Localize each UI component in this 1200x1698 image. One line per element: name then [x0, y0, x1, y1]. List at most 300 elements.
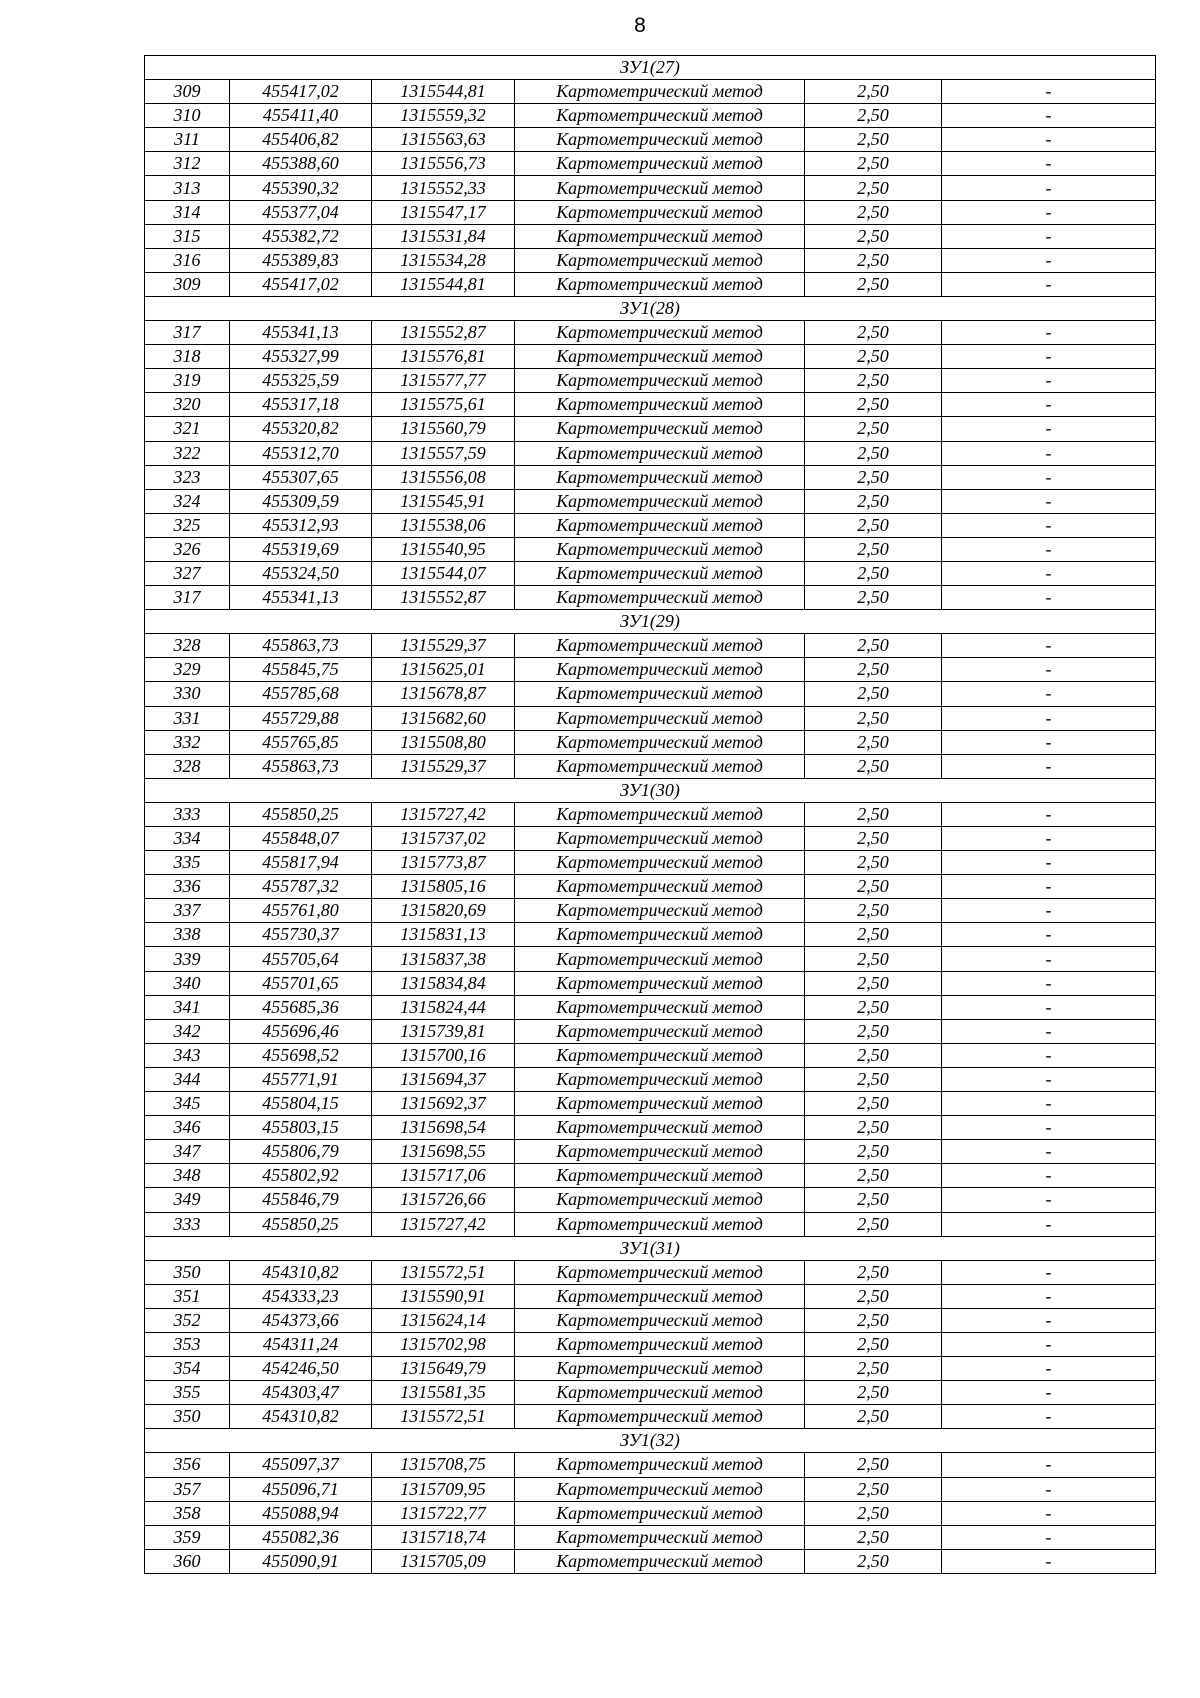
method-cell: Картометрический метод [515, 248, 805, 272]
method-cell: Картометрический метод [515, 345, 805, 369]
method-cell: Картометрический метод [515, 272, 805, 296]
table-row [145, 995, 1156, 1019]
table-row [145, 465, 1156, 489]
description-cell: - [942, 1308, 1156, 1332]
x-coordinate-cell: 455761,80 [230, 899, 372, 923]
description-cell: - [942, 802, 1156, 826]
table-row [145, 1477, 1156, 1501]
y-coordinate-cell: 1315709,95 [372, 1477, 515, 1501]
table-row [145, 224, 1156, 248]
point-number-cell: 346 [145, 1116, 230, 1140]
description-cell: - [942, 200, 1156, 224]
description-cell: - [942, 176, 1156, 200]
table-row [145, 489, 1156, 513]
description-cell: - [942, 586, 1156, 610]
table-row [145, 152, 1156, 176]
point-number-cell: 350 [145, 1260, 230, 1284]
accuracy-cell: 2,50 [805, 224, 942, 248]
point-number-cell: 327 [145, 561, 230, 585]
table-row [145, 1067, 1156, 1091]
x-coordinate-cell: 455765,85 [230, 730, 372, 754]
y-coordinate-cell: 1315820,69 [372, 899, 515, 923]
group-title: ЗУ1(30) [145, 778, 1156, 802]
point-number-cell: 328 [145, 754, 230, 778]
table-row [145, 1260, 1156, 1284]
group-header-row [145, 1236, 1156, 1260]
method-cell: Картометрический метод [515, 706, 805, 730]
y-coordinate-cell: 1315702,98 [372, 1332, 515, 1356]
description-cell: - [942, 321, 1156, 345]
accuracy-cell: 2,50 [805, 393, 942, 417]
point-number-cell: 331 [145, 706, 230, 730]
y-coordinate-cell: 1315834,84 [372, 971, 515, 995]
accuracy-cell: 2,50 [805, 851, 942, 875]
table-row [145, 393, 1156, 417]
y-coordinate-cell: 1315692,37 [372, 1092, 515, 1116]
table-row [145, 634, 1156, 658]
accuracy-cell: 2,50 [805, 1525, 942, 1549]
x-coordinate-cell: 455307,65 [230, 465, 372, 489]
y-coordinate-cell: 1315624,14 [372, 1308, 515, 1332]
y-coordinate-cell: 1315560,79 [372, 417, 515, 441]
accuracy-cell: 2,50 [805, 1405, 942, 1429]
y-coordinate-cell: 1315559,32 [372, 104, 515, 128]
y-coordinate-cell: 1315708,75 [372, 1453, 515, 1477]
y-coordinate-cell: 1315694,37 [372, 1067, 515, 1091]
accuracy-cell: 2,50 [805, 586, 942, 610]
table-row [145, 802, 1156, 826]
description-cell: - [942, 393, 1156, 417]
coordinates-table-body [145, 56, 1156, 1574]
point-number-cell: 342 [145, 1019, 230, 1043]
description-cell: - [942, 923, 1156, 947]
accuracy-cell: 2,50 [805, 489, 942, 513]
x-coordinate-cell: 455320,82 [230, 417, 372, 441]
accuracy-cell: 2,50 [805, 658, 942, 682]
description-cell: - [942, 1549, 1156, 1573]
table-row [145, 923, 1156, 947]
y-coordinate-cell: 1315581,35 [372, 1381, 515, 1405]
accuracy-cell: 2,50 [805, 682, 942, 706]
description-cell: - [942, 1043, 1156, 1067]
x-coordinate-cell: 455312,93 [230, 513, 372, 537]
point-number-cell: 341 [145, 995, 230, 1019]
x-coordinate-cell: 455806,79 [230, 1140, 372, 1164]
x-coordinate-cell: 455705,64 [230, 947, 372, 971]
accuracy-cell: 2,50 [805, 1019, 942, 1043]
x-coordinate-cell: 454333,23 [230, 1284, 372, 1308]
description-cell: - [942, 1501, 1156, 1525]
point-number-cell: 321 [145, 417, 230, 441]
x-coordinate-cell: 455088,94 [230, 1501, 372, 1525]
description-cell: - [942, 851, 1156, 875]
y-coordinate-cell: 1315540,95 [372, 537, 515, 561]
description-cell: - [942, 947, 1156, 971]
y-coordinate-cell: 1315552,33 [372, 176, 515, 200]
point-number-cell: 313 [145, 176, 230, 200]
point-number-cell: 360 [145, 1549, 230, 1573]
description-cell: - [942, 1405, 1156, 1429]
table-row [145, 369, 1156, 393]
accuracy-cell: 2,50 [805, 754, 942, 778]
x-coordinate-cell: 455846,79 [230, 1188, 372, 1212]
description-cell: - [942, 682, 1156, 706]
table-row [145, 1381, 1156, 1405]
y-coordinate-cell: 1315737,02 [372, 827, 515, 851]
table-row [145, 1212, 1156, 1236]
table-row [145, 1116, 1156, 1140]
group-header-row [145, 1429, 1156, 1453]
x-coordinate-cell: 455817,94 [230, 851, 372, 875]
table-row [145, 1308, 1156, 1332]
group-header-row [145, 778, 1156, 802]
y-coordinate-cell: 1315508,80 [372, 730, 515, 754]
point-number-cell: 309 [145, 272, 230, 296]
group-title: ЗУ1(32) [145, 1429, 1156, 1453]
table-row [145, 706, 1156, 730]
description-cell: - [942, 465, 1156, 489]
point-number-cell: 310 [145, 104, 230, 128]
method-cell: Картометрический метод [515, 200, 805, 224]
x-coordinate-cell: 455327,99 [230, 345, 372, 369]
table-row [145, 1501, 1156, 1525]
point-number-cell: 312 [145, 152, 230, 176]
method-cell: Картометрический метод [515, 923, 805, 947]
method-cell: Картометрический метод [515, 1260, 805, 1284]
point-number-cell: 317 [145, 321, 230, 345]
method-cell: Картометрический метод [515, 586, 805, 610]
method-cell: Картометрический метод [515, 995, 805, 1019]
y-coordinate-cell: 1315544,07 [372, 561, 515, 585]
x-coordinate-cell: 455730,37 [230, 923, 372, 947]
description-cell: - [942, 1477, 1156, 1501]
x-coordinate-cell: 455341,13 [230, 321, 372, 345]
x-coordinate-cell: 455804,15 [230, 1092, 372, 1116]
point-number-cell: 324 [145, 489, 230, 513]
description-cell: - [942, 152, 1156, 176]
method-cell: Картометрический метод [515, 1332, 805, 1356]
group-header-row [145, 610, 1156, 634]
table-row [145, 1164, 1156, 1188]
point-number-cell: 343 [145, 1043, 230, 1067]
point-number-cell: 328 [145, 634, 230, 658]
y-coordinate-cell: 1315544,81 [372, 80, 515, 104]
method-cell: Картометрический метод [515, 1284, 805, 1308]
x-coordinate-cell: 454303,47 [230, 1381, 372, 1405]
y-coordinate-cell: 1315698,54 [372, 1116, 515, 1140]
accuracy-cell: 2,50 [805, 947, 942, 971]
accuracy-cell: 2,50 [805, 899, 942, 923]
method-cell: Картометрический метод [515, 1381, 805, 1405]
point-number-cell: 323 [145, 465, 230, 489]
description-cell: - [942, 1092, 1156, 1116]
accuracy-cell: 2,50 [805, 80, 942, 104]
description-cell: - [942, 1188, 1156, 1212]
y-coordinate-cell: 1315545,91 [372, 489, 515, 513]
description-cell: - [942, 80, 1156, 104]
x-coordinate-cell: 455341,13 [230, 586, 372, 610]
y-coordinate-cell: 1315722,77 [372, 1501, 515, 1525]
table-row [145, 176, 1156, 200]
method-cell: Картометрический метод [515, 1212, 805, 1236]
accuracy-cell: 2,50 [805, 1212, 942, 1236]
y-coordinate-cell: 1315805,16 [372, 875, 515, 899]
table-row [145, 272, 1156, 296]
y-coordinate-cell: 1315698,55 [372, 1140, 515, 1164]
y-coordinate-cell: 1315717,06 [372, 1164, 515, 1188]
accuracy-cell: 2,50 [805, 1357, 942, 1381]
y-coordinate-cell: 1315682,60 [372, 706, 515, 730]
method-cell: Картометрический метод [515, 128, 805, 152]
group-title: ЗУ1(28) [145, 296, 1156, 320]
description-cell: - [942, 899, 1156, 923]
description-cell: - [942, 1525, 1156, 1549]
description-cell: - [942, 1260, 1156, 1284]
table-row [145, 1332, 1156, 1356]
point-number-cell: 344 [145, 1067, 230, 1091]
description-cell: - [942, 345, 1156, 369]
point-number-cell: 314 [145, 200, 230, 224]
method-cell: Картометрический метод [515, 827, 805, 851]
accuracy-cell: 2,50 [805, 272, 942, 296]
description-cell: - [942, 1164, 1156, 1188]
x-coordinate-cell: 455082,36 [230, 1525, 372, 1549]
table-row [145, 1043, 1156, 1067]
table-row [145, 1019, 1156, 1043]
method-cell: Картометрический метод [515, 754, 805, 778]
y-coordinate-cell: 1315831,13 [372, 923, 515, 947]
y-coordinate-cell: 1315824,44 [372, 995, 515, 1019]
accuracy-cell: 2,50 [805, 441, 942, 465]
accuracy-cell: 2,50 [805, 1477, 942, 1501]
x-coordinate-cell: 455771,91 [230, 1067, 372, 1091]
accuracy-cell: 2,50 [805, 1188, 942, 1212]
point-number-cell: 336 [145, 875, 230, 899]
description-cell: - [942, 513, 1156, 537]
x-coordinate-cell: 455685,36 [230, 995, 372, 1019]
table-row [145, 827, 1156, 851]
table-row [145, 754, 1156, 778]
x-coordinate-cell: 455850,25 [230, 1212, 372, 1236]
description-cell: - [942, 1140, 1156, 1164]
x-coordinate-cell: 455696,46 [230, 1019, 372, 1043]
y-coordinate-cell: 1315576,81 [372, 345, 515, 369]
x-coordinate-cell: 455319,69 [230, 537, 372, 561]
method-cell: Картометрический метод [515, 393, 805, 417]
x-coordinate-cell: 455390,32 [230, 176, 372, 200]
method-cell: Картометрический метод [515, 537, 805, 561]
table-row [145, 1525, 1156, 1549]
description-cell: - [942, 730, 1156, 754]
table-row [145, 104, 1156, 128]
point-number-cell: 316 [145, 248, 230, 272]
accuracy-cell: 2,50 [805, 561, 942, 585]
accuracy-cell: 2,50 [805, 875, 942, 899]
accuracy-cell: 2,50 [805, 417, 942, 441]
table-row [145, 128, 1156, 152]
point-number-cell: 320 [145, 393, 230, 417]
y-coordinate-cell: 1315572,51 [372, 1260, 515, 1284]
table-row [145, 586, 1156, 610]
method-cell: Картометрический метод [515, 1188, 805, 1212]
method-cell: Картометрический метод [515, 1405, 805, 1429]
method-cell: Картометрический метод [515, 634, 805, 658]
method-cell: Картометрический метод [515, 1525, 805, 1549]
x-coordinate-cell: 455406,82 [230, 128, 372, 152]
method-cell: Картометрический метод [515, 441, 805, 465]
x-coordinate-cell: 454246,50 [230, 1357, 372, 1381]
accuracy-cell: 2,50 [805, 1453, 942, 1477]
method-cell: Картометрический метод [515, 899, 805, 923]
description-cell: - [942, 128, 1156, 152]
method-cell: Картометрический метод [515, 1501, 805, 1525]
table-row [145, 658, 1156, 682]
y-coordinate-cell: 1315739,81 [372, 1019, 515, 1043]
group-title: ЗУ1(27) [145, 56, 1156, 80]
point-number-cell: 333 [145, 802, 230, 826]
method-cell: Картометрический метод [515, 224, 805, 248]
description-cell: - [942, 995, 1156, 1019]
x-coordinate-cell: 455785,68 [230, 682, 372, 706]
y-coordinate-cell: 1315572,51 [372, 1405, 515, 1429]
accuracy-cell: 2,50 [805, 248, 942, 272]
point-number-cell: 348 [145, 1164, 230, 1188]
y-coordinate-cell: 1315649,79 [372, 1357, 515, 1381]
x-coordinate-cell: 455389,83 [230, 248, 372, 272]
point-number-cell: 355 [145, 1381, 230, 1405]
table-row [145, 875, 1156, 899]
accuracy-cell: 2,50 [805, 1260, 942, 1284]
x-coordinate-cell: 455377,04 [230, 200, 372, 224]
point-number-cell: 311 [145, 128, 230, 152]
point-number-cell: 335 [145, 851, 230, 875]
x-coordinate-cell: 454310,82 [230, 1405, 372, 1429]
y-coordinate-cell: 1315678,87 [372, 682, 515, 706]
accuracy-cell: 2,50 [805, 1140, 942, 1164]
y-coordinate-cell: 1315544,81 [372, 272, 515, 296]
x-coordinate-cell: 455848,07 [230, 827, 372, 851]
method-cell: Картометрический метод [515, 80, 805, 104]
point-number-cell: 333 [145, 1212, 230, 1236]
point-number-cell: 357 [145, 1477, 230, 1501]
y-coordinate-cell: 1315705,09 [372, 1549, 515, 1573]
description-cell: - [942, 706, 1156, 730]
group-header-row [145, 296, 1156, 320]
table-row [145, 1284, 1156, 1308]
x-coordinate-cell: 454311,24 [230, 1332, 372, 1356]
description-cell: - [942, 754, 1156, 778]
table-row [145, 971, 1156, 995]
x-coordinate-cell: 455803,15 [230, 1116, 372, 1140]
y-coordinate-cell: 1315625,01 [372, 658, 515, 682]
point-number-cell: 325 [145, 513, 230, 537]
method-cell: Картометрический метод [515, 947, 805, 971]
point-number-cell: 354 [145, 1357, 230, 1381]
method-cell: Картометрический метод [515, 104, 805, 128]
point-number-cell: 337 [145, 899, 230, 923]
accuracy-cell: 2,50 [805, 827, 942, 851]
accuracy-cell: 2,50 [805, 104, 942, 128]
y-coordinate-cell: 1315552,87 [372, 321, 515, 345]
table-row [145, 513, 1156, 537]
method-cell: Картометрический метод [515, 489, 805, 513]
method-cell: Картометрический метод [515, 1116, 805, 1140]
point-number-cell: 347 [145, 1140, 230, 1164]
x-coordinate-cell: 455309,59 [230, 489, 372, 513]
method-cell: Картометрический метод [515, 561, 805, 585]
description-cell: - [942, 634, 1156, 658]
accuracy-cell: 2,50 [805, 321, 942, 345]
y-coordinate-cell: 1315727,42 [372, 1212, 515, 1236]
x-coordinate-cell: 455417,02 [230, 80, 372, 104]
method-cell: Картометрический метод [515, 417, 805, 441]
accuracy-cell: 2,50 [805, 513, 942, 537]
table-row [145, 248, 1156, 272]
method-cell: Картометрический метод [515, 1067, 805, 1091]
method-cell: Картометрический метод [515, 851, 805, 875]
method-cell: Картометрический метод [515, 1043, 805, 1067]
point-number-cell: 350 [145, 1405, 230, 1429]
accuracy-cell: 2,50 [805, 1284, 942, 1308]
y-coordinate-cell: 1315726,66 [372, 1188, 515, 1212]
y-coordinate-cell: 1315590,91 [372, 1284, 515, 1308]
x-coordinate-cell: 455325,59 [230, 369, 372, 393]
description-cell: - [942, 1019, 1156, 1043]
point-number-cell: 329 [145, 658, 230, 682]
accuracy-cell: 2,50 [805, 1549, 942, 1573]
accuracy-cell: 2,50 [805, 1043, 942, 1067]
x-coordinate-cell: 455317,18 [230, 393, 372, 417]
method-cell: Картометрический метод [515, 1092, 805, 1116]
point-number-cell: 326 [145, 537, 230, 561]
accuracy-cell: 2,50 [805, 923, 942, 947]
y-coordinate-cell: 1315727,42 [372, 802, 515, 826]
point-number-cell: 349 [145, 1188, 230, 1212]
x-coordinate-cell: 455845,75 [230, 658, 372, 682]
table-row [145, 899, 1156, 923]
point-number-cell: 322 [145, 441, 230, 465]
accuracy-cell: 2,50 [805, 730, 942, 754]
table-row [145, 1357, 1156, 1381]
group-title: ЗУ1(31) [145, 1236, 1156, 1260]
table-row [145, 730, 1156, 754]
point-number-cell: 332 [145, 730, 230, 754]
y-coordinate-cell: 1315700,16 [372, 1043, 515, 1067]
accuracy-cell: 2,50 [805, 176, 942, 200]
x-coordinate-cell: 455090,91 [230, 1549, 372, 1573]
accuracy-cell: 2,50 [805, 1092, 942, 1116]
point-number-cell: 358 [145, 1501, 230, 1525]
method-cell: Картометрический метод [515, 1164, 805, 1188]
method-cell: Картометрический метод [515, 730, 805, 754]
description-cell: - [942, 1453, 1156, 1477]
table-row [145, 441, 1156, 465]
accuracy-cell: 2,50 [805, 1381, 942, 1405]
point-number-cell: 351 [145, 1284, 230, 1308]
method-cell: Картометрический метод [515, 1308, 805, 1332]
table-row [145, 947, 1156, 971]
x-coordinate-cell: 454310,82 [230, 1260, 372, 1284]
point-number-cell: 356 [145, 1453, 230, 1477]
method-cell: Картометрический метод [515, 1019, 805, 1043]
description-cell: - [942, 441, 1156, 465]
x-coordinate-cell: 455698,52 [230, 1043, 372, 1067]
x-coordinate-cell: 455863,73 [230, 754, 372, 778]
point-number-cell: 359 [145, 1525, 230, 1549]
accuracy-cell: 2,50 [805, 1116, 942, 1140]
x-coordinate-cell: 455324,50 [230, 561, 372, 585]
y-coordinate-cell: 1315556,73 [372, 152, 515, 176]
